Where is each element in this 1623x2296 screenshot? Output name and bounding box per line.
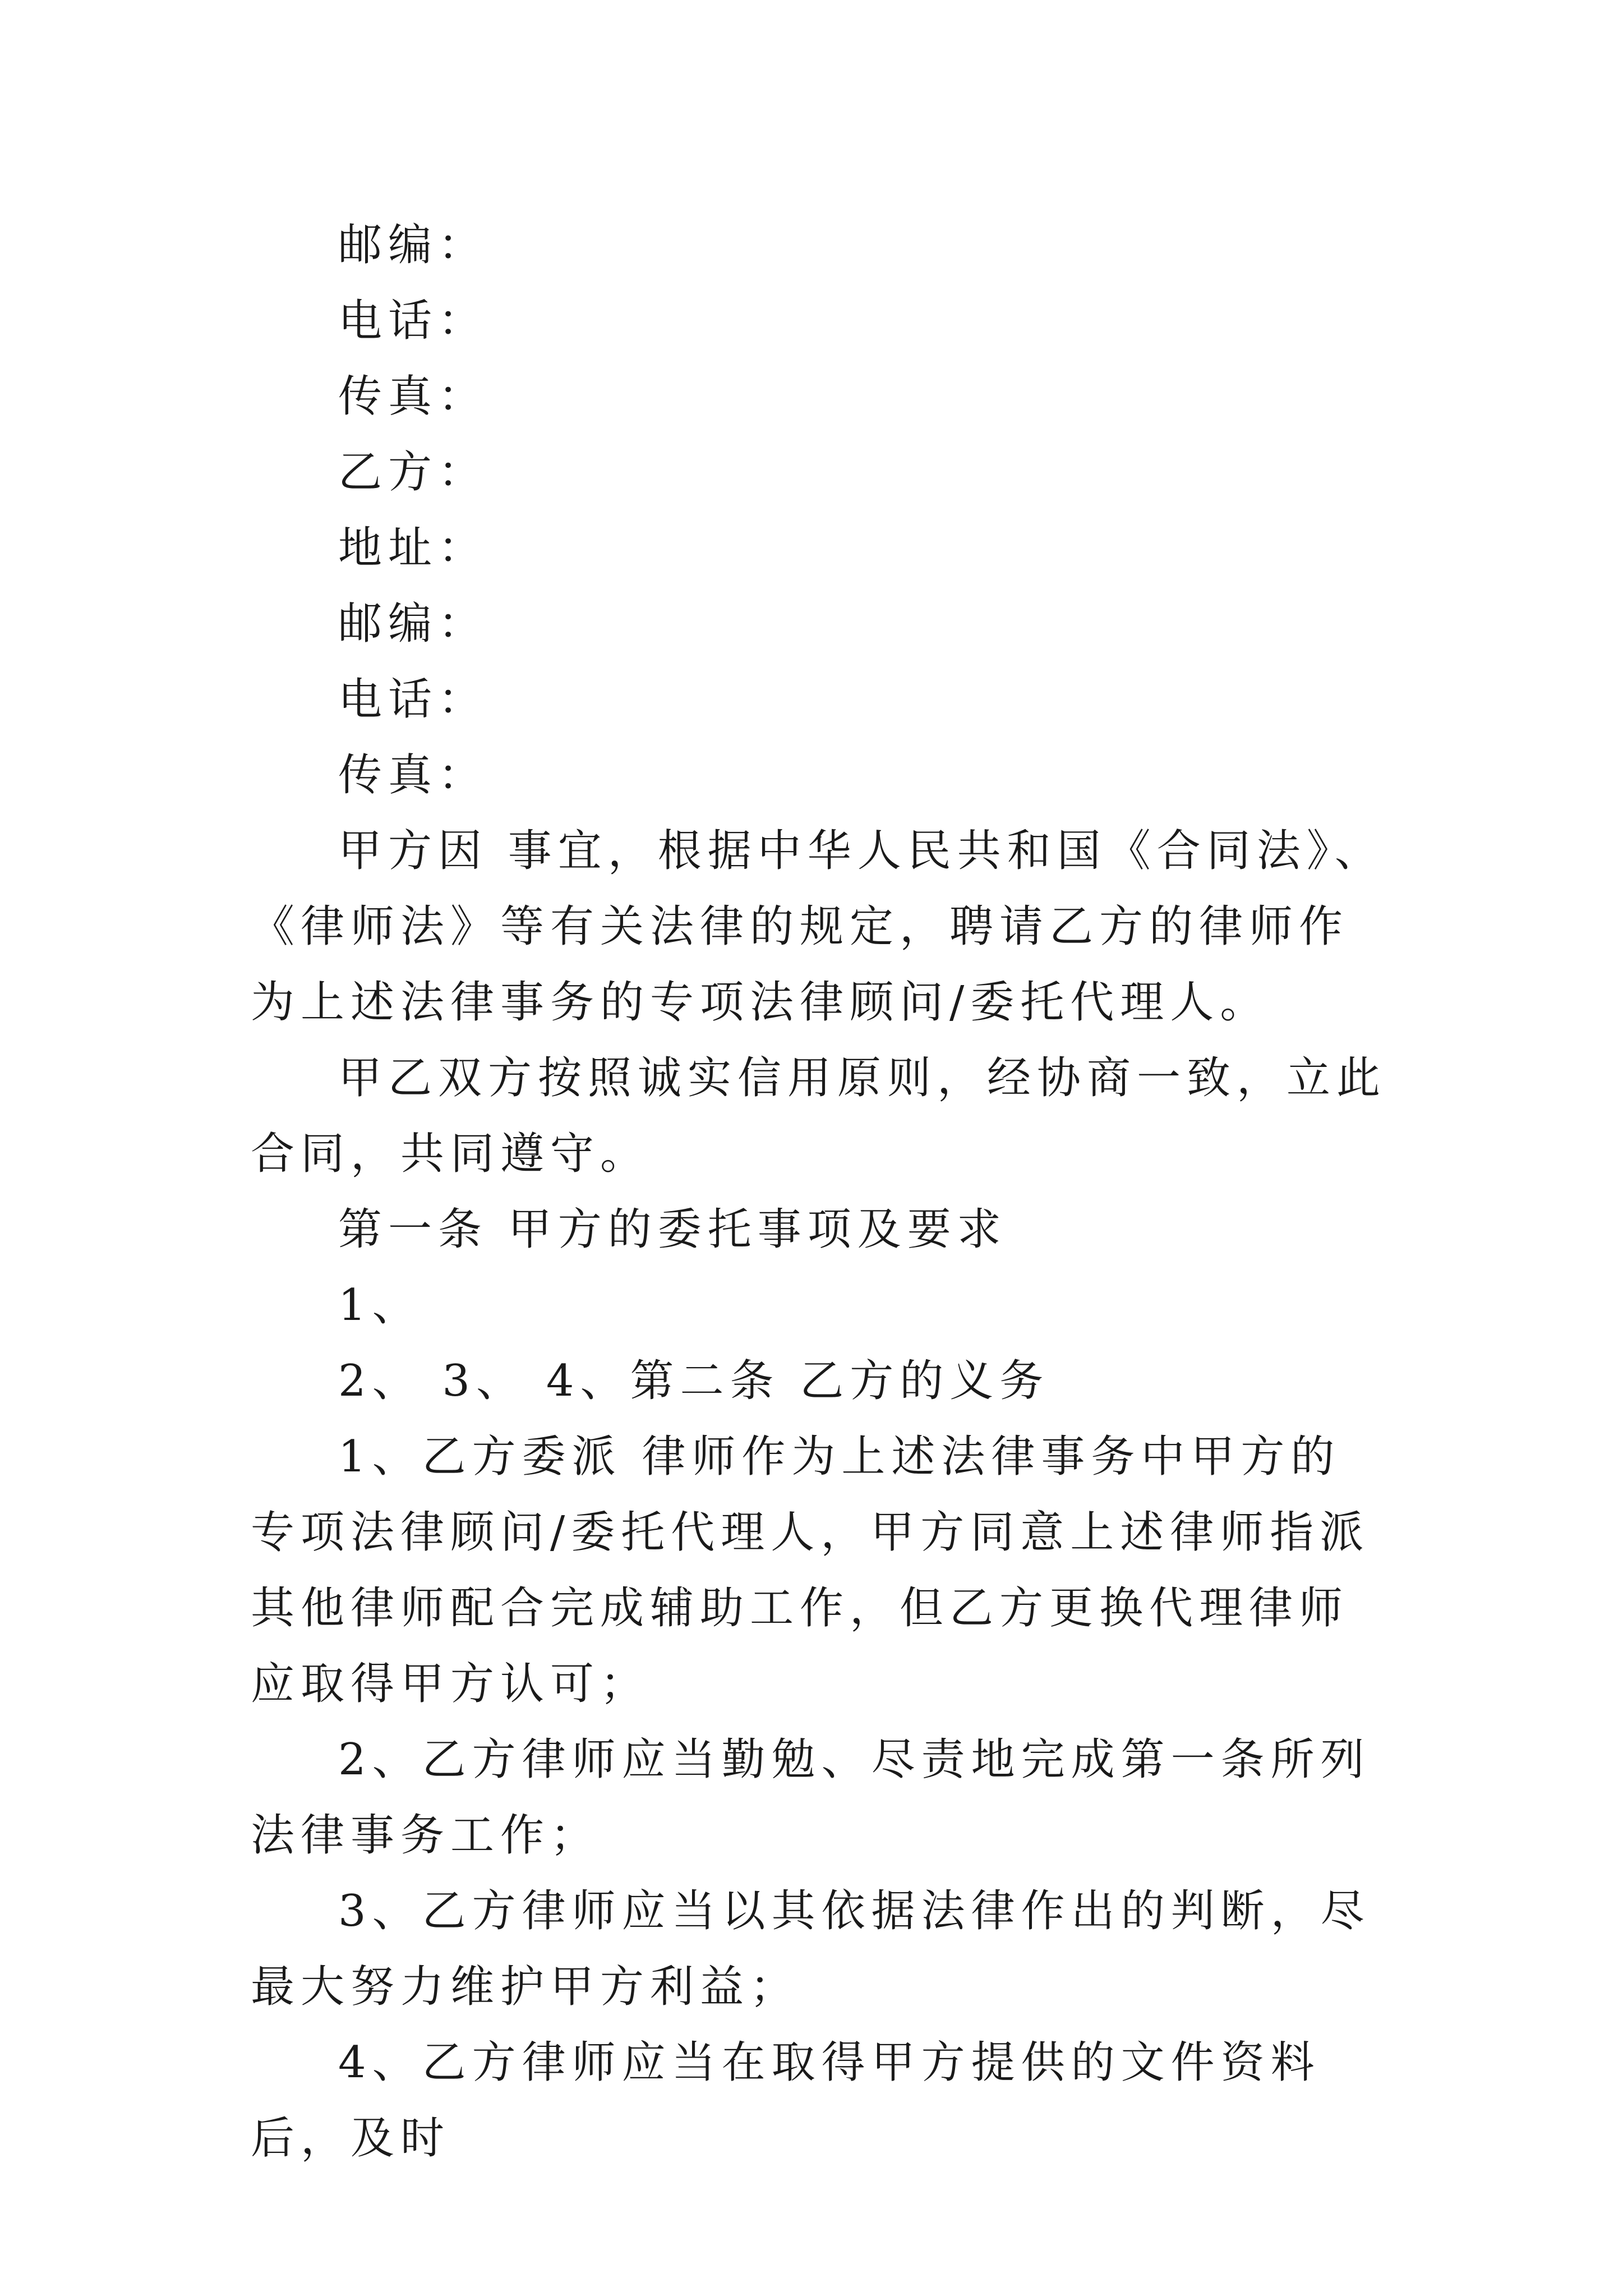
article-2-item-4: 4、乙方律师应当在取得甲方提供的文件资料后，及时	[251, 2037, 1321, 2164]
field-postcode-a: 邮编：	[338, 220, 488, 270]
document-body	[251, 208, 1389, 2177]
field-postcode-b: 邮编：	[338, 599, 488, 649]
article-1-item-1: 1、	[338, 1280, 422, 1331]
article-2-item-1: 1、乙方委派 律师作为上述法律事务中甲方的专项法律顾问/委托代理人，甲方同意上述律师指派其他律师配合完成辅助工作，但乙方更换代理律师应取得甲方认可；	[251, 1432, 1370, 1709]
paragraph-agreement: 甲乙双方按照诚实信用原则，经协商一致，立此合同，共同遵守。	[251, 1053, 1387, 1179]
field-fax-a: 传真：	[338, 371, 488, 422]
article-2-item-2: 2、乙方律师应当勤勉、尽责地完成第一条所列法律事务工作；	[251, 1734, 1371, 1861]
article-1-heading: 第一条 甲方的委托事项及要求	[338, 1204, 1007, 1255]
field-fax-b: 传真：	[338, 750, 488, 800]
article-2-item-3: 3、乙方律师应当以其依据法律作出的判断，尽最大努力维护甲方利益；	[251, 1886, 1371, 2012]
field-party-b: 乙方：	[338, 447, 488, 498]
field-phone-a: 电话：	[338, 296, 488, 346]
field-address-b: 地址：	[338, 523, 488, 573]
field-phone-b: 电话：	[338, 674, 488, 725]
paragraph-engagement: 甲方因 事宜，根据中华人民共和国《合同法》、《律师法》等有关法律的规定，聘请乙方的律师作为上述法律事务的专项法律顾问/委托代理人。	[251, 826, 1385, 1028]
article-1-items-2-4-article-2-heading: 2、 3、 4、第二条 乙方的义务	[338, 1356, 1050, 1406]
